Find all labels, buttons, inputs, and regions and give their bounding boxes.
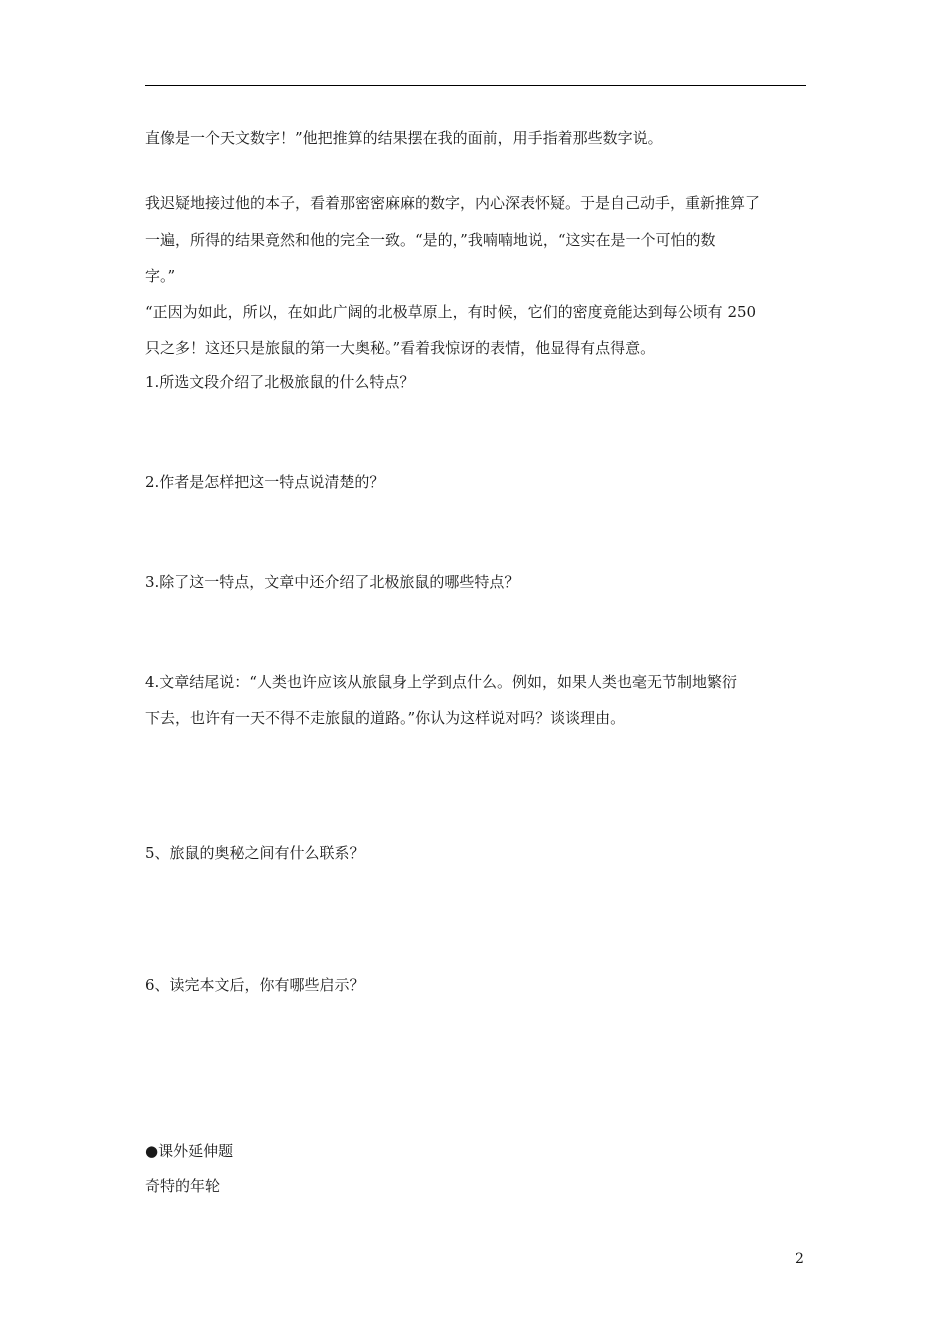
question-5: 5、旅鼠的奥秘之间有什么联系？: [145, 844, 365, 862]
passage-line-5: “正因为如此，所以，在如此广阔的北极草原上，有时候，它们的密度竟能达到每公顷有 250: [145, 303, 757, 321]
passage-line-6: 只之多！这还只是旅鼠的第一大奥秘。”看着我惊讶的表情，他显得有点得意。: [145, 339, 656, 357]
question-1: 1.所选文段介绍了北极旅鼠的什么特点？: [145, 373, 415, 391]
question-4-line-1: 4.文章结尾说：“人类也许应该从旅鼠身上学到点什么。例如，如果人类也毫无节制地繁衍: [145, 673, 737, 691]
passage-line-2: 我迟疑地接过他的本子，看着那密密麻麻的数字，内心深表怀疑。于是自己动手，重新推算了: [145, 194, 761, 212]
header-rule: [145, 85, 806, 86]
passage-line-1: 直像是一个天文数字！”他把推算的结果摆在我的面前，用手指着那些数字说。: [145, 129, 663, 147]
question-3: 3.除了这一特点，文章中还介绍了北极旅鼠的哪些特点？: [145, 573, 520, 591]
question-2: 2.作者是怎样把这一特点说清楚的？: [145, 473, 385, 491]
passage-line-3: 一遍，所得的结果竟然和他的完全一致。“是的，”我喃喃地说，“这实在是一个可怕的数: [145, 231, 716, 249]
extension-title: 奇特的年轮: [145, 1177, 221, 1195]
question-4-line-2: 下去，也许有一天不得不走旅鼠的道路。”你认为这样说对吗？谈谈理由。: [145, 709, 626, 727]
passage-line-4: 字。”: [145, 267, 176, 285]
extension-heading: ●课外延伸题: [145, 1142, 234, 1160]
question-6: 6、读完本文后，你有哪些启示？: [145, 976, 365, 994]
page-number: 2: [795, 1251, 804, 1267]
